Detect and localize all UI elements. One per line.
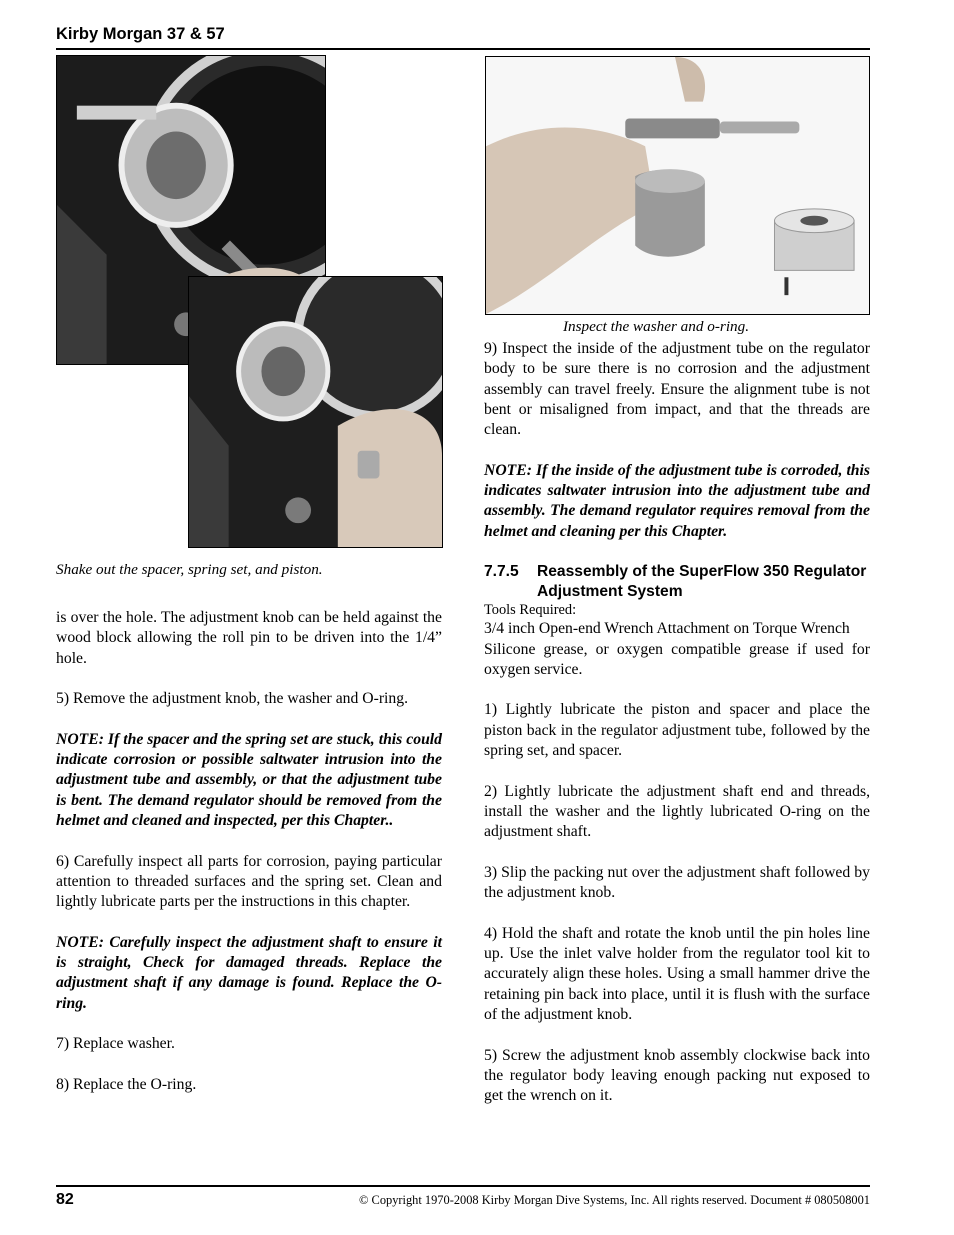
photo-piston-removal: [188, 276, 443, 548]
step: 4) Hold the shaft and rotate the knob until the pin holes line up. Use the inlet valve holder from the regulator tool kit to accurately align these holes. Using a small hammer drive the retaining pin back into place, until it is flush with the surface of the adjustment knob.: [484, 924, 870, 1023]
tool-item: 3/4 inch Open-end Wrench Attachment on Torque Wrench: [484, 620, 850, 638]
right-column: [484, 339, 870, 1106]
paragraph: 9) Inspect the inside of the adjustment tube on the regulator body to be sure there is no corrosion and the adjustment assembly can travel freely. Ensure the alignment tube is not bent or misaligned from impact, and that the threads are clean.: [484, 340, 870, 439]
section-heading: [484, 562, 870, 602]
note: NOTE: If the inside of the adjustment tube is corroded, this indicates saltwater intrusion into the adjustment tube and assembly. The demand regulator requires removal from the helmet and cleaning per this Chapter.: [484, 461, 870, 540]
step: 3) Slip the packing nut over the adjustment shaft followed by the adjustment knob.: [484, 863, 870, 902]
section-title: Reassembly of the SuperFlow 350 Regulator Adjustment System: [537, 563, 867, 601]
paragraph: 8) Replace the O-ring.: [56, 1075, 197, 1093]
tool-item: Silicone grease, or oxygen compatible grease if used for oxygen service.: [484, 640, 870, 678]
footer-rule: [56, 1185, 870, 1187]
step: 1) Lightly lubricate the piston and spacer and place the piston back in the regulator adjustment tube, followed by the spring set, and spacer.: [484, 701, 870, 760]
paragraph: 6) Carefully inspect all parts for corrosion, paying particular attention to threaded surfaces and the spring set. Clean and lightly lubricate parts per the instructions in this chapter.: [56, 852, 442, 911]
tools-label: Tools Required:: [484, 602, 577, 619]
running-header: Kirby Morgan 37 & 57: [56, 25, 225, 43]
figure-caption-right: Inspect the washer and o-ring.: [563, 318, 750, 335]
section-number: 7.7.5: [484, 563, 519, 581]
step: 2) Lightly lubricate the adjustment shaft end and threads, install the washer and the lightly lubricated O-ring on the adjustment shaft.: [484, 782, 870, 841]
figure-caption-left: Shake out the spacer, spring set, and piston.: [56, 561, 323, 578]
left-column: [56, 608, 442, 1115]
paragraph: 5) Remove the adjustment knob, the washer and O-ring.: [56, 690, 409, 708]
paragraph: is over the hole. The adjustment knob can be held against the wood block allowing the roll pin to be driven into the 1/4” hole.: [56, 609, 442, 667]
page-number: 82: [56, 1191, 74, 1208]
photo-washer-oring: [485, 56, 870, 315]
step: 5) Screw the adjustment knob assembly clockwise back into the regulator body leaving enough packing nut exposed to get the wrench on it.: [484, 1046, 870, 1105]
copyright-notice: © Copyright 1970-2008 Kirby Morgan Dive Systems, Inc. All rights reserved. Document # 080508001: [359, 1193, 870, 1207]
paragraph: 7) Replace washer.: [56, 1035, 175, 1053]
note: NOTE: If the spacer and the spring set are stuck, this could indicate corrosion or possible saltwater intrusion into the adjustment tube and assembly, or that the adjustment tube is bent. The demand regulator should be removed from the helmet and cleaned and inspected, per this Chapter..: [56, 730, 442, 829]
header-rule: [56, 48, 870, 50]
note: NOTE: Carefully inspect the adjustment shaft to ensure it is straight, Check for damaged threads. Replace the adjustment shaft if any damage is found. Replace the O-ring.: [56, 933, 442, 1012]
